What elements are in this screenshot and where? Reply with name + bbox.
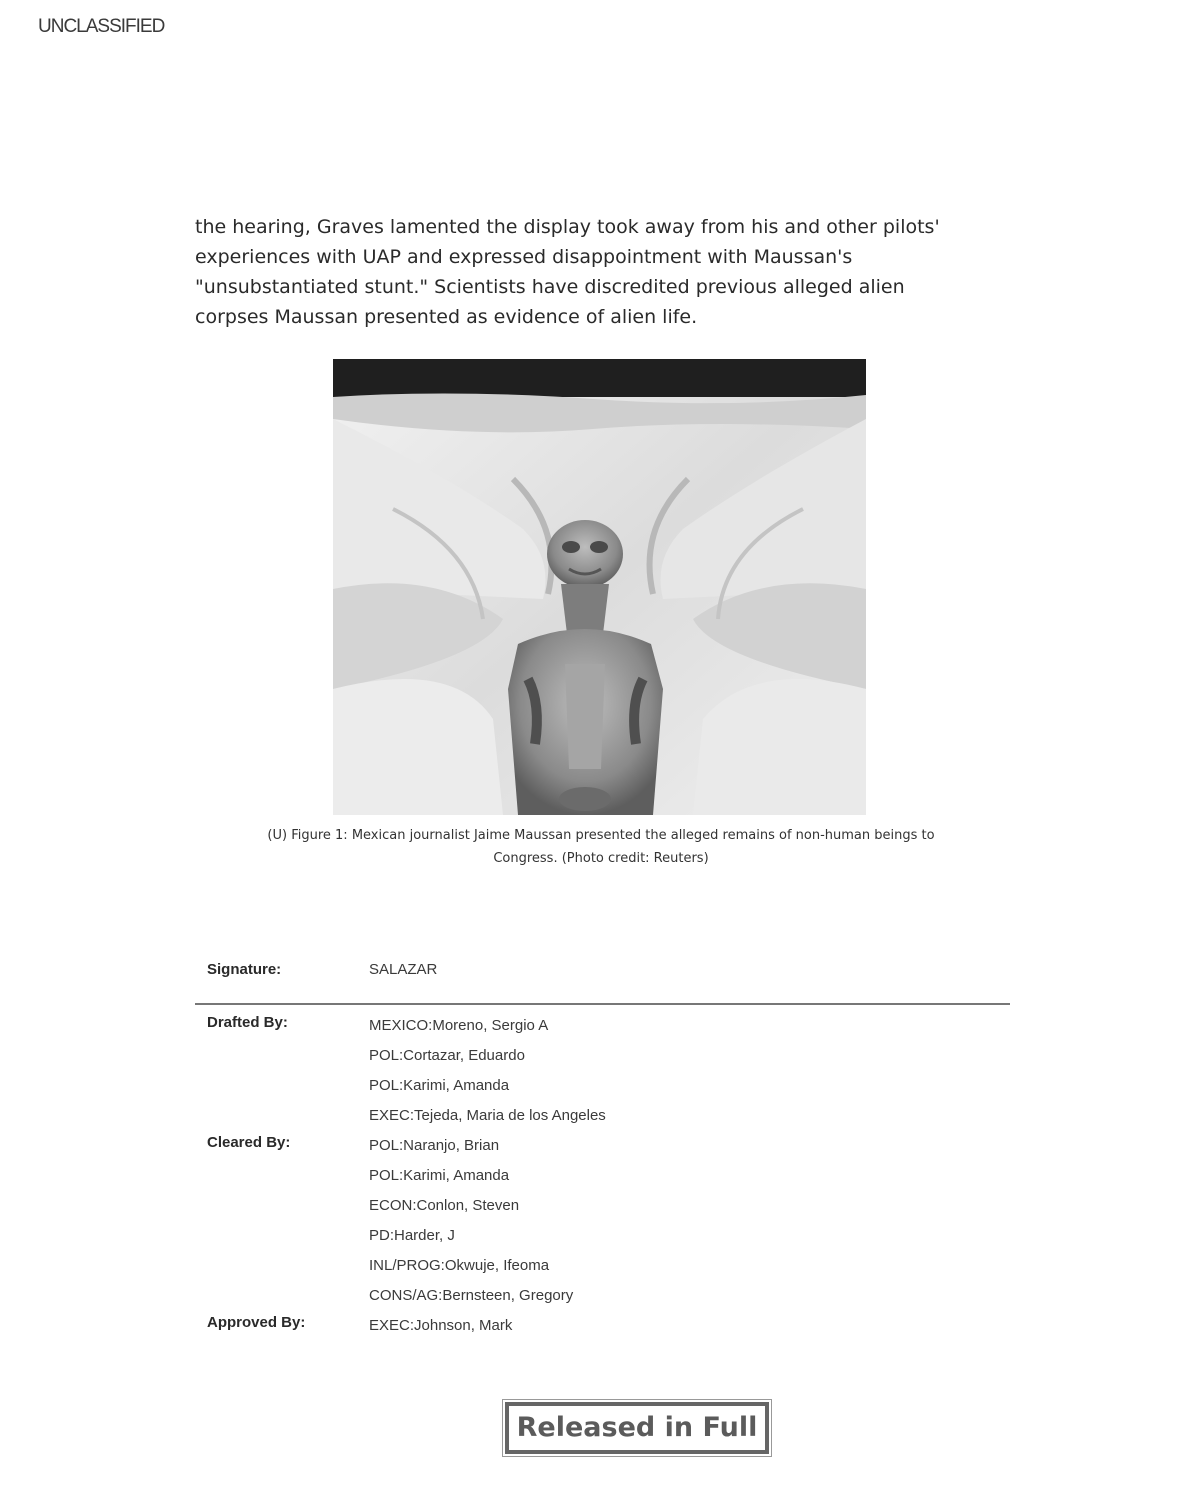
clearer-name: CONS/AG:Bernsteen, Gregory [369, 1287, 574, 1304]
release-stamp: Released in Full [505, 1402, 769, 1454]
figure-photo [333, 359, 866, 815]
cleared-by-label: Cleared By: [207, 1134, 291, 1151]
body-line: corpses Maussan presented as evidence of alien life. [195, 306, 698, 328]
body-line: "unsubstantiated stunt." Scientists have discredited previous alleged alien [195, 276, 905, 298]
drafted-by-label: Drafted By: [207, 1014, 288, 1031]
body-paragraph [195, 212, 995, 332]
signature-row [195, 955, 1010, 985]
classification-marking: UNCLASSIFIED [38, 16, 165, 37]
approver-name: EXEC:Johnson, Mark [369, 1317, 513, 1334]
signature-label: Signature: [207, 961, 282, 978]
signature-block [195, 955, 1010, 1341]
alleged-remains-photo [333, 359, 866, 815]
clearer-name: PD:Harder, J [369, 1227, 455, 1244]
clearer-name: POL:Naranjo, Brian [369, 1137, 500, 1154]
drafter-name: POL:Cortazar, Eduardo [369, 1047, 525, 1064]
clearer-name: ECON:Conlon, Steven [369, 1197, 520, 1214]
body-line: experiences with UAP and expressed disappointment with Maussan's [195, 246, 853, 268]
cleared-by-group [195, 1131, 1010, 1311]
divider [195, 1003, 1010, 1005]
signature-value: SALAZAR [369, 961, 438, 978]
body-line: the hearing, Graves lamented the display took away from his and other pilots' [195, 216, 940, 238]
figure-caption [195, 824, 1007, 870]
caption-line: Congress. (Photo credit: Reuters) [493, 851, 709, 866]
approved-by-label: Approved By: [207, 1314, 306, 1331]
clearer-name: POL:Karimi, Amanda [369, 1167, 510, 1184]
approved-by-group [195, 1311, 1010, 1341]
clearer-name: INL/PROG:Okwuje, Ifeoma [369, 1257, 550, 1274]
drafter-name: POL:Karimi, Amanda [369, 1077, 510, 1094]
drafter-name: EXEC:Tejeda, Maria de los Angeles [369, 1107, 606, 1124]
drafted-by-group [195, 1011, 1010, 1131]
drafter-name: MEXICO:Moreno, Sergio A [369, 1017, 549, 1034]
caption-line: (U) Figure 1: Mexican journalist Jaime Maussan presented the alleged remains of non-human beings to [267, 828, 935, 843]
